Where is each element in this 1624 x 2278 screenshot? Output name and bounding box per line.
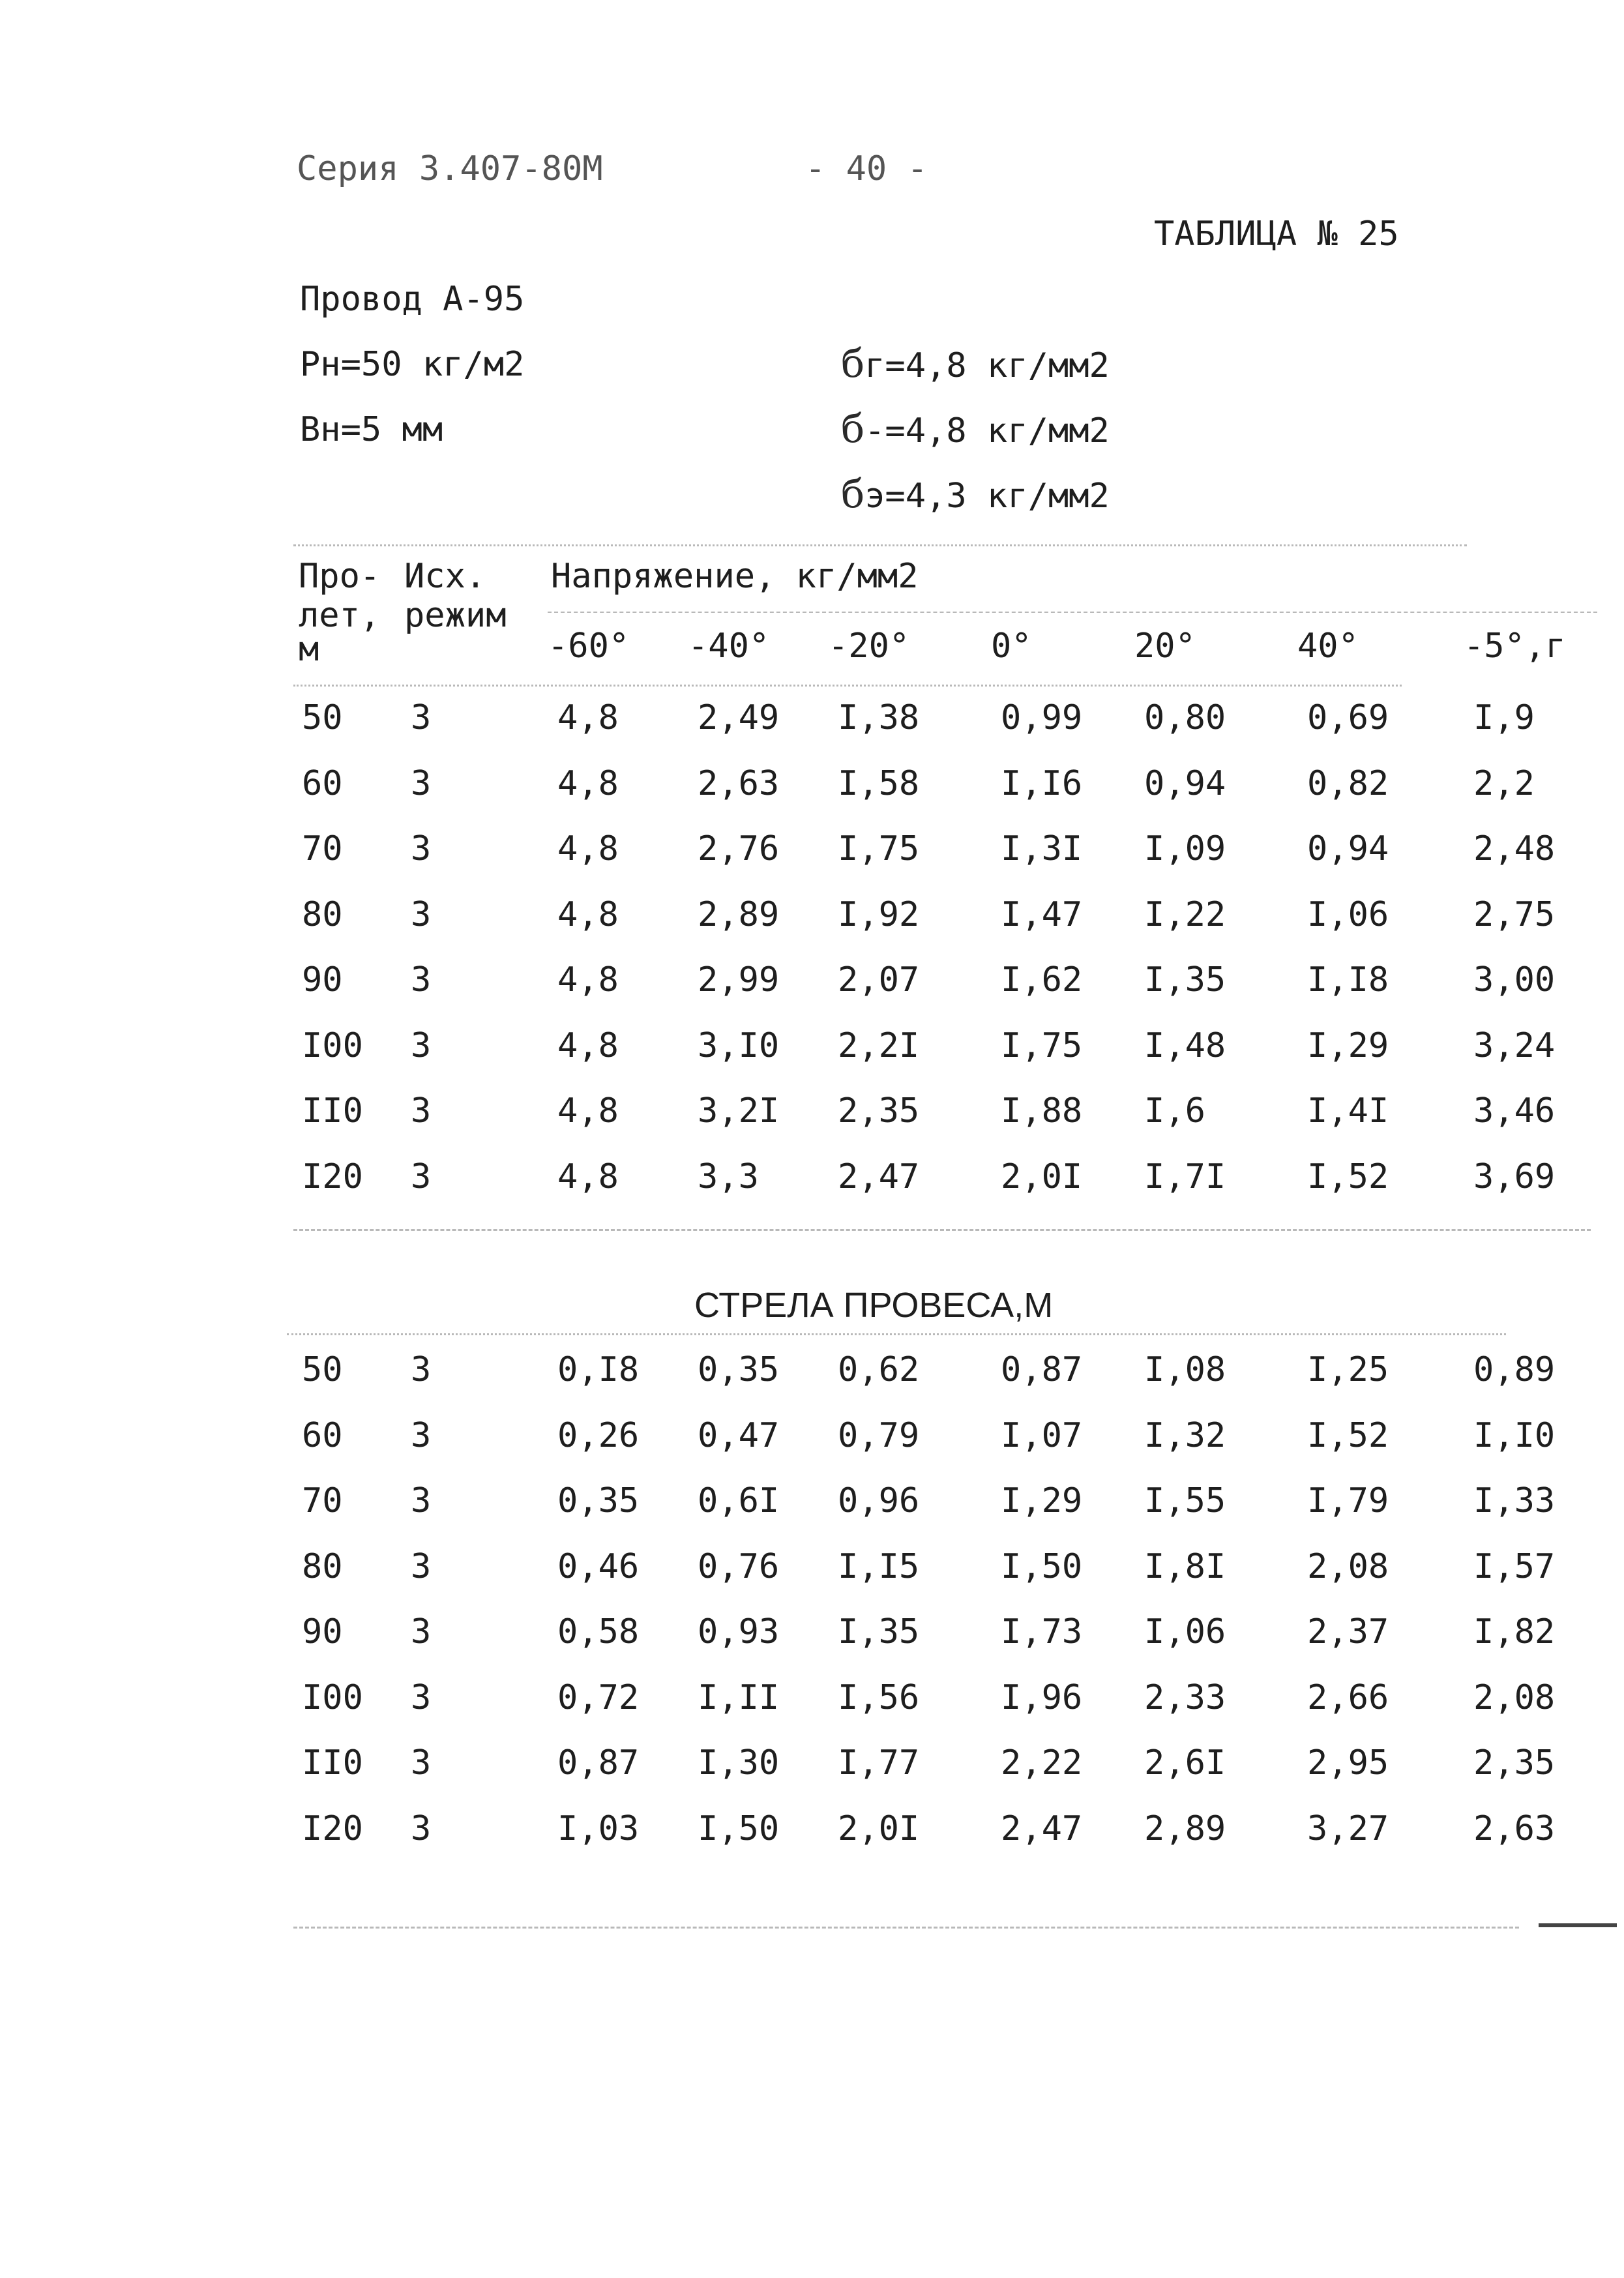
mode-cell: 3	[411, 1091, 432, 1131]
value-cell: I,30	[698, 1743, 780, 1782]
span-cell: II0	[302, 1743, 363, 1782]
column-header: 20°	[1134, 627, 1196, 666]
column-header: 0°	[991, 627, 1032, 666]
value-cell: 3,27	[1307, 1809, 1389, 1848]
value-cell: 3,24	[1473, 1026, 1556, 1065]
value-cell: 2,89	[1144, 1809, 1226, 1848]
stress-title: Напряжение, кг/мм2	[551, 557, 919, 596]
span-cell: I20	[302, 1809, 363, 1848]
value-cell: 2,89	[698, 895, 780, 934]
column-header: -60°	[548, 627, 630, 666]
value-cell: 3,69	[1473, 1157, 1556, 1196]
table-row	[0, 895, 1624, 937]
sigma-e-value: э=4,3 кг/мм2	[864, 477, 1110, 516]
value-cell: 4,8	[557, 829, 619, 868]
value-cell: 3,I0	[698, 1026, 780, 1065]
value-cell: 3,3	[698, 1157, 759, 1196]
value-cell: I,82	[1473, 1612, 1556, 1651]
value-cell: I,09	[1144, 829, 1226, 868]
value-cell: I,62	[1001, 960, 1083, 999]
value-cell: 4,8	[557, 698, 619, 737]
span-cell: 90	[302, 1612, 343, 1651]
value-cell: 4,8	[557, 1091, 619, 1131]
span-cell: 50	[302, 698, 343, 737]
sigma-minus-value: -=4,8 кг/мм2	[864, 411, 1110, 451]
mode-cell: 3	[411, 1612, 432, 1651]
value-cell: 0,58	[557, 1612, 640, 1651]
value-cell: I,7I	[1144, 1157, 1226, 1196]
value-cell: 0,87	[1001, 1350, 1083, 1389]
table-row	[0, 1678, 1624, 1720]
mode-cell: 3	[411, 1026, 432, 1065]
sigma-e	[841, 471, 1110, 517]
value-cell: I,47	[1001, 895, 1083, 934]
header-bottom-rule	[293, 685, 1402, 687]
value-cell: 0,76	[698, 1546, 780, 1586]
table-row	[0, 1612, 1624, 1654]
value-cell: 2,49	[698, 698, 780, 737]
value-cell: 2,08	[1473, 1678, 1556, 1717]
table-row	[0, 960, 1624, 1002]
value-cell: 0,35	[557, 1481, 640, 1520]
mode-cell: 3	[411, 895, 432, 934]
column-header: -5°,г	[1464, 627, 1566, 666]
column-header: -40°	[688, 627, 770, 666]
value-cell: 2,22	[1001, 1743, 1083, 1782]
value-cell: I,56	[838, 1678, 920, 1717]
value-cell: 2,63	[698, 763, 780, 803]
mode-cell: 3	[411, 960, 432, 999]
value-cell: 0,93	[698, 1612, 780, 1651]
span-cell: 50	[302, 1350, 343, 1389]
sigma-g-value: г=4,8 кг/мм2	[864, 346, 1110, 385]
mode-cell: 3	[411, 829, 432, 868]
span-cell: 90	[302, 960, 343, 999]
span-cell: 60	[302, 763, 343, 803]
table-row	[0, 1026, 1624, 1068]
mode-cell: 3	[411, 1157, 432, 1196]
mode-cell: 3	[411, 1743, 432, 1782]
value-cell: 2,37	[1307, 1612, 1389, 1651]
sigma-minus	[841, 406, 1110, 452]
mode-cell: 3	[411, 1809, 432, 1848]
value-cell: 2,47	[838, 1157, 920, 1196]
value-cell: 0,35	[698, 1350, 780, 1389]
value-cell: 2,07	[838, 960, 920, 999]
value-cell: 2,2I	[838, 1026, 920, 1065]
table-row	[0, 698, 1624, 740]
value-cell: 3,2I	[698, 1091, 780, 1131]
value-cell: 0,79	[838, 1415, 920, 1455]
mode-cell: 3	[411, 763, 432, 803]
sag-title-rule	[287, 1333, 1506, 1335]
table-row	[0, 1157, 1624, 1199]
value-cell: I,4I	[1307, 1091, 1389, 1131]
mode-header-2: режим	[404, 596, 507, 635]
value-cell: I,07	[1001, 1415, 1083, 1455]
mode-cell: 3	[411, 698, 432, 737]
value-cell: 2,08	[1307, 1546, 1389, 1586]
value-cell: I,I8	[1307, 960, 1389, 999]
value-cell: 2,47	[1001, 1809, 1083, 1848]
value-cell: 2,75	[1473, 895, 1556, 934]
span-cell: II0	[302, 1091, 363, 1131]
table-label: ТАБЛИЦА № 25	[1154, 214, 1399, 254]
span-cell: 70	[302, 829, 343, 868]
mode-cell: 3	[411, 1481, 432, 1520]
span-cell: 80	[302, 895, 343, 934]
value-cell: 2,35	[838, 1091, 920, 1131]
value-cell: I,9	[1473, 698, 1535, 737]
span-cell: 80	[302, 1546, 343, 1586]
value-cell: 4,8	[557, 960, 619, 999]
value-cell: I,52	[1307, 1415, 1389, 1455]
table-row	[0, 1481, 1624, 1523]
sigma-g	[841, 341, 1110, 387]
value-cell: I,73	[1001, 1612, 1083, 1651]
column-header: -20°	[828, 627, 910, 666]
sigma-symbol: б	[841, 406, 865, 452]
table-row	[0, 1415, 1624, 1458]
table-row	[0, 1091, 1624, 1133]
series-label: Серия 3.407-80М	[297, 149, 603, 188]
span-cell: I00	[302, 1026, 363, 1065]
mode-cell: 3	[411, 1350, 432, 1389]
value-cell: 0,82	[1307, 763, 1389, 803]
table-row	[0, 763, 1624, 806]
edge-mark	[1539, 1923, 1617, 1927]
value-cell: I,22	[1144, 895, 1226, 934]
table-row	[0, 1809, 1624, 1851]
value-cell: 2,33	[1144, 1678, 1226, 1717]
value-cell: I,79	[1307, 1481, 1389, 1520]
value-cell: 2,63	[1473, 1809, 1556, 1848]
sag-bottom-rule	[293, 1927, 1519, 1929]
stress-title-rule	[548, 612, 1597, 613]
value-cell: 2,2	[1473, 763, 1535, 803]
value-cell: 0,46	[557, 1546, 640, 1586]
value-cell: 4,8	[557, 895, 619, 934]
value-cell: 2,48	[1473, 829, 1556, 868]
value-cell: 2,35	[1473, 1743, 1556, 1782]
span-cell: 60	[302, 1415, 343, 1455]
header-top-rule	[293, 544, 1467, 546]
page-number: - 40 -	[805, 149, 928, 188]
value-cell: 0,I8	[557, 1350, 640, 1389]
value-cell: 4,8	[557, 1157, 619, 1196]
value-cell: 2,6I	[1144, 1743, 1226, 1782]
wind-pressure: Рн=50 кг/м2	[300, 345, 525, 384]
value-cell: I,35	[1144, 960, 1226, 999]
span-header-1: Про-	[299, 557, 381, 596]
column-header: 40°	[1297, 627, 1359, 666]
value-cell: I,58	[838, 763, 920, 803]
table-row	[0, 1350, 1624, 1392]
value-cell: I,I0	[1473, 1415, 1556, 1455]
value-cell: I,6	[1144, 1091, 1205, 1131]
value-cell: I,8I	[1144, 1546, 1226, 1586]
value-cell: 4,8	[557, 1026, 619, 1065]
span-cell: I00	[302, 1678, 363, 1717]
value-cell: I,II	[698, 1678, 780, 1717]
value-cell: 3,46	[1473, 1091, 1556, 1131]
value-cell: 0,6I	[698, 1481, 780, 1520]
value-cell: 0,94	[1144, 763, 1226, 803]
value-cell: I,50	[698, 1809, 780, 1848]
value-cell: I,92	[838, 895, 920, 934]
table-row	[0, 829, 1624, 871]
sigma-symbol: б	[841, 341, 865, 387]
value-cell: I,I5	[838, 1546, 920, 1586]
mode-header-1: Исх.	[404, 557, 486, 596]
mode-cell: 3	[411, 1678, 432, 1717]
stress-bottom-rule	[293, 1229, 1591, 1231]
value-cell: 2,0I	[1001, 1157, 1083, 1196]
value-cell: I,06	[1307, 895, 1389, 934]
wire-type: Провод А-95	[300, 280, 525, 319]
value-cell: 2,66	[1307, 1678, 1389, 1717]
value-cell: I,29	[1307, 1026, 1389, 1065]
value-cell: 0,26	[557, 1415, 640, 1455]
ice-thickness: Вн=5 мм	[300, 410, 443, 449]
table-row	[0, 1546, 1624, 1589]
span-cell: I20	[302, 1157, 363, 1196]
value-cell: I,77	[838, 1743, 920, 1782]
mode-cell: 3	[411, 1546, 432, 1586]
value-cell: I,50	[1001, 1546, 1083, 1586]
value-cell: I,52	[1307, 1157, 1389, 1196]
value-cell: 0,69	[1307, 698, 1389, 737]
value-cell: 0,62	[838, 1350, 920, 1389]
value-cell: I,75	[838, 829, 920, 868]
value-cell: I,48	[1144, 1026, 1226, 1065]
value-cell: 0,80	[1144, 698, 1226, 737]
value-cell: 0,96	[838, 1481, 920, 1520]
mode-cell: 3	[411, 1415, 432, 1455]
span-header-2: лет,	[299, 596, 381, 635]
value-cell: 2,99	[698, 960, 780, 999]
table-row	[0, 1743, 1624, 1785]
value-cell: I,I6	[1001, 763, 1083, 803]
value-cell: 3,00	[1473, 960, 1556, 999]
value-cell: I,35	[838, 1612, 920, 1651]
value-cell: 0,72	[557, 1678, 640, 1717]
value-cell: 0,47	[698, 1415, 780, 1455]
value-cell: 0,89	[1473, 1350, 1556, 1389]
value-cell: 2,95	[1307, 1743, 1389, 1782]
sigma-symbol: б	[841, 471, 865, 517]
value-cell: I,38	[838, 698, 920, 737]
value-cell: I,96	[1001, 1678, 1083, 1717]
value-cell: I,33	[1473, 1481, 1556, 1520]
value-cell: I,29	[1001, 1481, 1083, 1520]
column-headers	[0, 629, 1624, 668]
value-cell: I,25	[1307, 1350, 1389, 1389]
value-cell: 4,8	[557, 763, 619, 803]
value-cell: I,75	[1001, 1026, 1083, 1065]
value-cell: I,03	[557, 1809, 640, 1848]
value-cell: I,57	[1473, 1546, 1556, 1586]
value-cell: I,06	[1144, 1612, 1226, 1651]
value-cell: I,08	[1144, 1350, 1226, 1389]
value-cell: 2,76	[698, 829, 780, 868]
value-cell: 2,0I	[838, 1809, 920, 1848]
value-cell: 0,94	[1307, 829, 1389, 868]
value-cell: I,32	[1144, 1415, 1226, 1455]
sag-title: СТРЕЛА ПРОВЕСА,М	[694, 1286, 1054, 1325]
value-cell: 0,99	[1001, 698, 1083, 737]
span-header-3: м	[299, 630, 319, 669]
value-cell: I,3I	[1001, 829, 1083, 868]
span-cell: 70	[302, 1481, 343, 1520]
value-cell: 0,87	[557, 1743, 640, 1782]
value-cell: I,88	[1001, 1091, 1083, 1131]
value-cell: I,55	[1144, 1481, 1226, 1520]
